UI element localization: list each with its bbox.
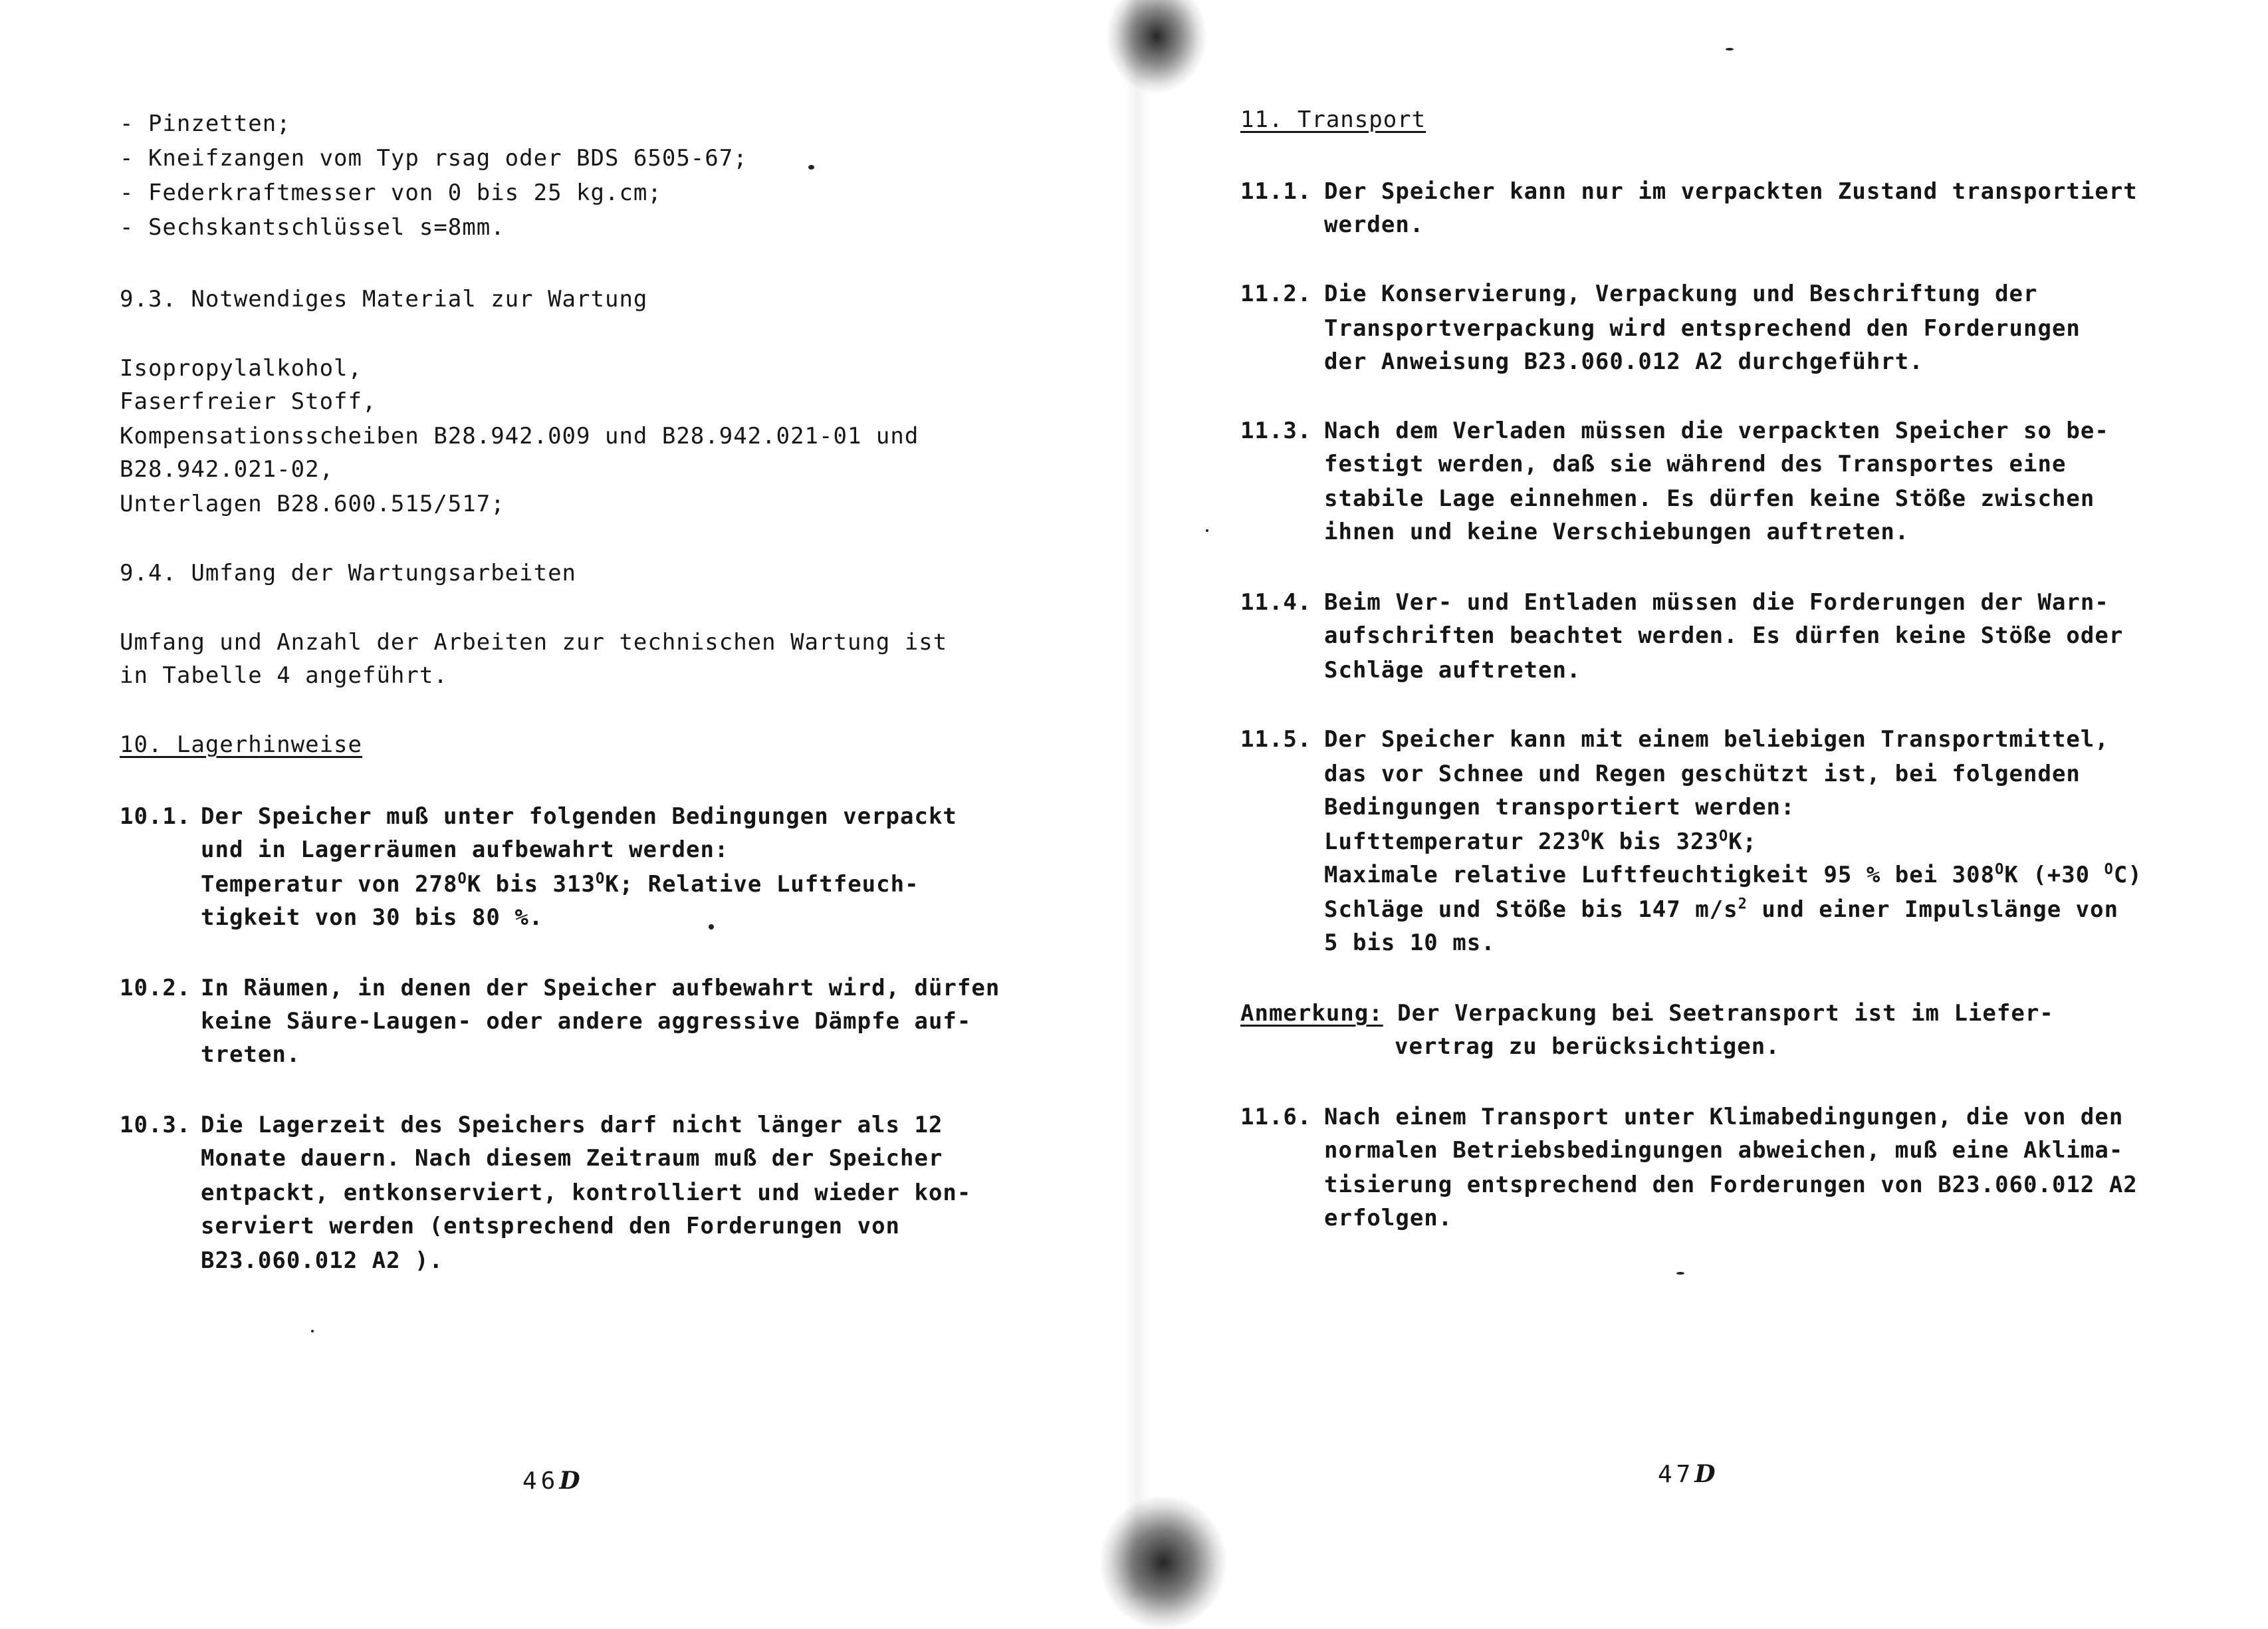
tool-item: - Pinzetten; bbox=[120, 110, 291, 137]
paragraph-line: In Räumen, in denen der Speicher aufbewahrt wird, dürfen bbox=[201, 975, 1000, 1001]
paragraph-line: Der Speicher muß unter folgenden Bedingungen verpackt bbox=[201, 803, 957, 830]
paragraph-line: und in Lagerräumen aufbewahrt werden: bbox=[201, 836, 729, 863]
material-line: Faserfreier Stoff, bbox=[120, 388, 377, 415]
paragraph-line: Transportverpackung wird entsprechend den Forderungen bbox=[1324, 315, 2081, 342]
paragraph-line: Bedingungen transportiert werden: bbox=[1324, 794, 1795, 820]
paragraph-line: Der Speicher kann mit einem beliebigen Transportmittel, bbox=[1324, 726, 2109, 753]
note-label: Anmerkung: bbox=[1240, 1000, 1383, 1027]
paragraph-line: treten. bbox=[201, 1041, 301, 1068]
paragraph-line: der Anweisung B23.060.012 A2 durchgeführt. bbox=[1324, 348, 1924, 375]
paragraph-line: erfolgen. bbox=[1324, 1205, 1453, 1231]
paragraph-line: festigt werden, daß sie während des Transportes eine bbox=[1324, 451, 2067, 477]
paragraph-number: 10.2. bbox=[120, 975, 191, 1001]
left-page bbox=[0, 0, 1134, 1597]
paragraph-line: stabile Lage einnehmen. Es dürfen keine Stöße zwischen bbox=[1324, 485, 2095, 512]
page-number: 46D bbox=[522, 1467, 584, 1495]
humidity-line: Maximale relative Luftfeuchtigkeit 95 % bei $308^OK$ (+30 $^O$C) bbox=[1324, 861, 2142, 888]
paragraph-line: B23.060.012 A2 ). bbox=[201, 1247, 443, 1274]
material-line: Unterlagen B28.600.515/517; bbox=[120, 491, 505, 517]
tool-item: - Federkraftmesser von 0 bis 25 kg.cm; bbox=[120, 180, 662, 206]
paragraph-number: 10.3. bbox=[120, 1112, 191, 1138]
paragraph-number: 11.5. bbox=[1240, 726, 1312, 753]
paragraph-line: Der Speicher kann nur im verpackten Zustand transportiert bbox=[1324, 178, 2138, 205]
paragraph-number: 11.2. bbox=[1240, 281, 1312, 307]
paragraph-line: Beim Ver- und Entladen müssen die Forderungen der Warn- bbox=[1324, 589, 2109, 616]
paragraph-line: ihnen und keine Verschiebungen auftreten. bbox=[1324, 519, 1910, 545]
paragraph-number: 11.4. bbox=[1240, 589, 1312, 616]
paragraph-line: keine Säure-Laugen- oder andere aggressive Dämpfe auf- bbox=[201, 1008, 972, 1035]
paragraph-line: Die Lagerzeit des Speichers darf nicht länger als 12 bbox=[201, 1112, 943, 1138]
section-9-4-text: in Tabelle 4 angeführt. bbox=[120, 662, 448, 689]
paragraph-line: das vor Schnee und Regen geschützt ist, bei folgenden bbox=[1324, 761, 2081, 787]
handwritten-page-mark: D bbox=[1694, 1460, 1720, 1488]
section-9-4-heading: 9.4. Umfang der Wartungsarbeiten bbox=[120, 560, 577, 586]
paragraph-line: Schläge auftreten. bbox=[1324, 657, 1581, 684]
note-line: vertrag zu berücksichtigen. bbox=[1395, 1033, 1780, 1060]
shock-line: Schläge und Stöße bis 147 $m/s^2$ und einer Impulslänge von bbox=[1324, 896, 2119, 923]
paragraph-line: Nach einem Transport unter Klimabedingungen, die von den bbox=[1324, 1104, 2124, 1130]
section-10-heading: 10. Lagerhinweise bbox=[120, 731, 362, 758]
paragraph-line: 5 bis 10 ms. bbox=[1324, 930, 1496, 956]
tool-item: - Kneifzangen vom Typ rsag oder BDS 6505-67; bbox=[120, 145, 748, 172]
paragraph-line: tisierung entsprechend den Forderungen von B23.060.012 A2 bbox=[1324, 1172, 2138, 1198]
paragraph-number: 10.1. bbox=[120, 803, 191, 830]
paragraph-line: werden. bbox=[1324, 211, 1424, 238]
paragraph-line: entpackt, entkonserviert, kontrolliert und wieder kon- bbox=[201, 1180, 972, 1206]
paragraph-number: 11.1. bbox=[1240, 178, 1312, 205]
note-line: Anmerkung: Der Verpackung bei Seetransport ist im Liefer- bbox=[1240, 1000, 2054, 1027]
handwritten-page-mark: D bbox=[559, 1467, 584, 1495]
paragraph-line: Nach dem Verladen müssen die verpackten Speicher so be- bbox=[1324, 418, 2109, 444]
paragraph-number: 11.6. bbox=[1240, 1104, 1312, 1130]
material-line: Isopropylalkohol, bbox=[120, 355, 362, 382]
paragraph-line: serviert werden (entsprechend den Forderungen von bbox=[201, 1213, 901, 1239]
paragraph-line: Monate dauern. Nach diesem Zeitraum muß der Speicher bbox=[201, 1145, 943, 1172]
material-line: B28.942.021-02, bbox=[120, 456, 334, 483]
right-page bbox=[1134, 0, 2268, 1597]
section-9-3-heading: 9.3. Notwendiges Material zur Wartung bbox=[120, 286, 648, 313]
temperature-line: Temperatur von $278^OK$ bis $313^OK$; Relative Luftfeuch- bbox=[201, 870, 919, 898]
paragraph-line: Die Konservierung, Verpackung und Beschriftung der bbox=[1324, 281, 2038, 307]
paragraph-line: aufschriften beachtet werden. Es dürfen keine Stöße oder bbox=[1324, 622, 2124, 649]
air-temperature-line: Lufttemperatur $223^OK$ bis $323^OK$; bbox=[1324, 828, 1758, 855]
material-line: Kompensationsscheiben B28.942.009 und B28.942.021-01 und bbox=[120, 423, 919, 449]
page-number: 47D bbox=[1658, 1460, 1720, 1488]
tool-item: - Sechskantschlüssel s=8mm. bbox=[120, 214, 505, 241]
section-9-4-text: Umfang und Anzahl der Arbeiten zur technischen Wartung ist bbox=[120, 629, 948, 656]
paragraph-line: normalen Betriebsbedingungen abweichen, muß eine Aklima- bbox=[1324, 1137, 2124, 1164]
section-11-heading: 11. Transport bbox=[1240, 106, 1426, 133]
paragraph-line: tigkeit von 30 bis 80 %. bbox=[201, 904, 544, 931]
paragraph-number: 11.3. bbox=[1240, 418, 1312, 444]
